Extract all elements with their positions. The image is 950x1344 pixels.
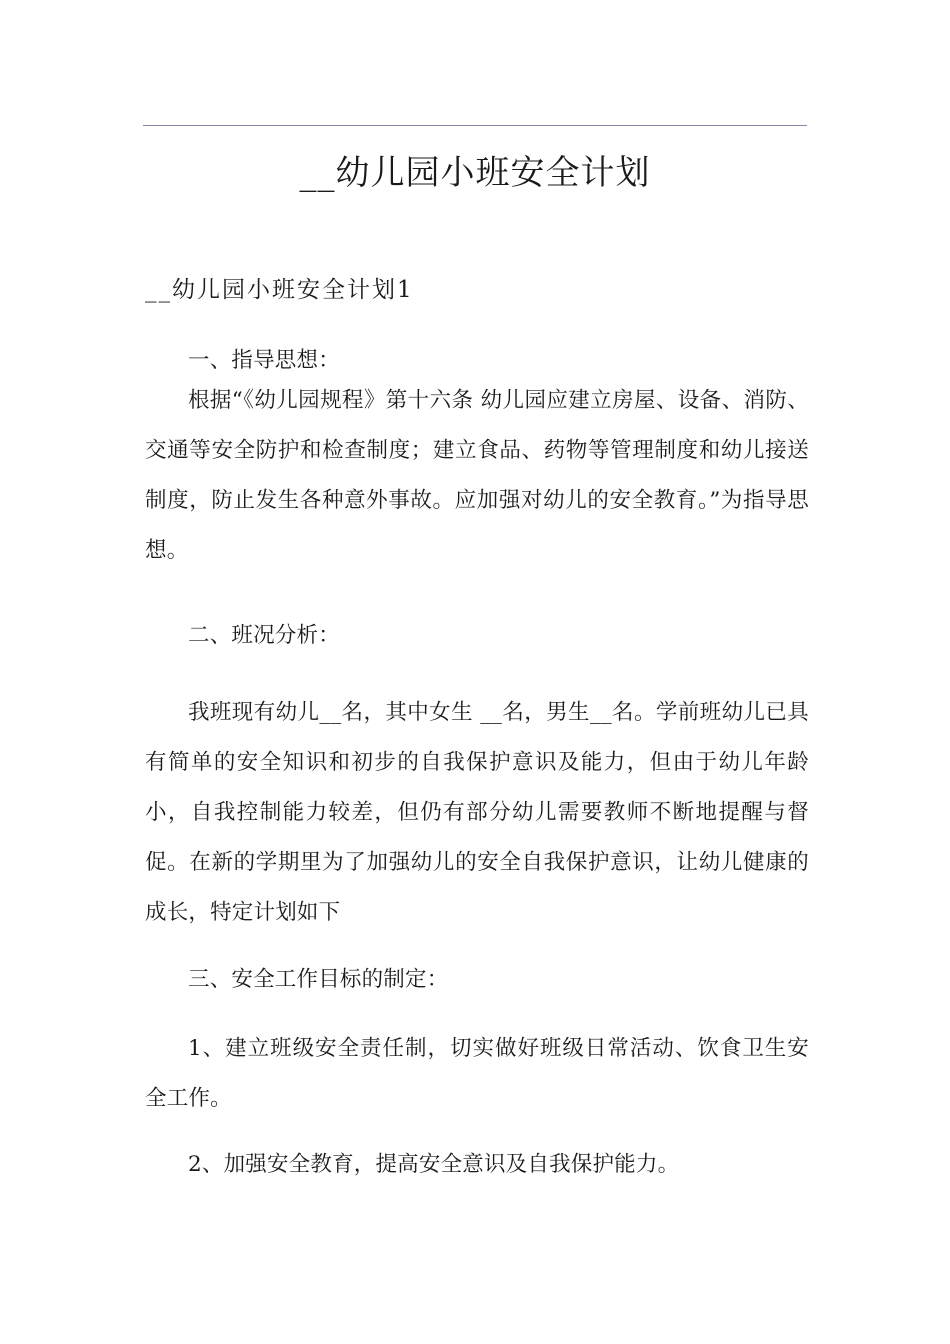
heading-guiding-thought: 一、指导思想： bbox=[188, 348, 340, 373]
header-rule bbox=[143, 125, 807, 126]
document-title: __幼儿园小班安全计划 bbox=[299, 153, 651, 193]
paragraph-class-analysis: 我班现有幼儿__名，其中女生 __名，男生__名。学前班幼儿已具有简单的安全知识和初步的自我保护意识及能力，但由于幼儿年龄小，自我控制能力较差，但仍有部分幼儿需要教师不断地提醒与督促。在新的学期里为了加强幼儿的安全自我保护意识，让幼儿健康的成长，特定计划如下 bbox=[145, 700, 809, 925]
heading-class-analysis: 二、班况分析： bbox=[188, 623, 340, 648]
paragraph-goal-1: 1、建立班级安全责任制，切实做好班级日常活动、饮食卫生安全工作。 bbox=[145, 1036, 809, 1111]
section-title: __幼儿园小班安全计划1 bbox=[145, 277, 414, 303]
paragraph-guiding-thought: 根据“《幼儿园规程》第十六条 幼儿园应建立房屋、设备、消防、交通等安全防护和检查制度；建立食品、药物等管理制度和幼儿接送制度，防止发生各种意外事故。应加强对幼儿的安全教育。”为指导思想。 bbox=[145, 388, 809, 563]
heading-safety-goals: 三、安全工作目标的制定： bbox=[188, 967, 449, 992]
paragraph-goal-2: 2、加强安全教育，提高安全意识及自我保护能力。 bbox=[188, 1152, 680, 1177]
